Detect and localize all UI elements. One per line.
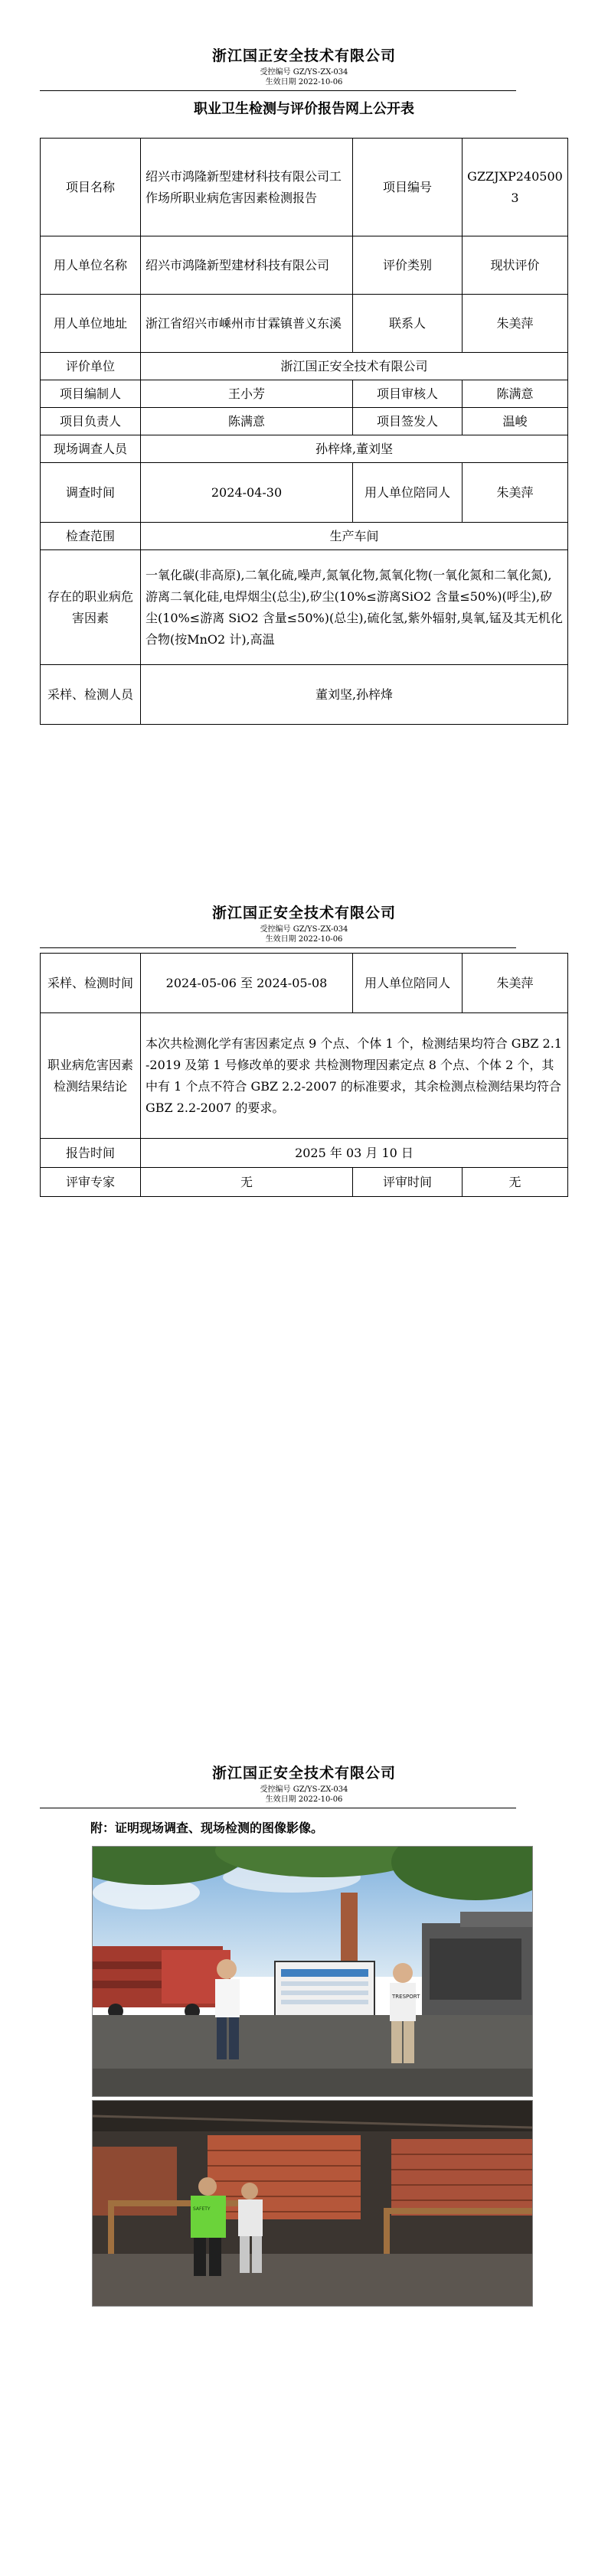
review-time-value: 无	[463, 1168, 568, 1197]
review-time-label: 评审时间	[353, 1168, 463, 1197]
eval-type-value: 现状评价	[463, 236, 568, 295]
photo1-shirt-text: TRESPORT	[392, 1994, 420, 2000]
accompany-label: 用人单位陪同人	[353, 463, 463, 523]
expert-label: 评审专家	[41, 1168, 141, 1197]
reviewer-label: 项目审核人	[353, 380, 463, 408]
effective-date: 生效日期 2022-10-06	[265, 78, 343, 86]
contact-value: 朱美萍	[463, 295, 568, 353]
company-header-p3: 浙江国正安全技术有限公司	[211, 1765, 396, 1782]
attachment-caption: 附：证明现场调查、现场检测的图像影像。	[90, 1821, 324, 1835]
address-label: 用人单位地址	[41, 295, 141, 353]
survey-time-label: 调查时间	[41, 463, 141, 523]
control-number-p3: 受控编号 GZ/YS-ZX-034	[260, 1785, 348, 1794]
compiler-value: 王小芳	[141, 380, 353, 408]
photo2-vest-text: SAFETY	[193, 2206, 211, 2212]
address-value: 浙江省绍兴市嵊州市甘霖镇普义东溪	[141, 295, 353, 353]
conclusion-label: 职业病危害因素检测结果结论	[41, 1013, 141, 1139]
effective-date-p3: 生效日期 2022-10-06	[265, 1795, 343, 1804]
header-rule-p2	[40, 947, 516, 948]
investigators-label: 现场调查人员	[41, 435, 141, 463]
company-header-p2: 浙江国正安全技术有限公司	[211, 905, 396, 921]
report-time-value: 2025 年 03 月 10 日	[141, 1139, 568, 1168]
eval-unit-label: 评价单位	[41, 353, 141, 380]
leader-label: 项目负责人	[41, 408, 141, 435]
employer-label: 用人单位名称	[41, 236, 141, 295]
compiler-label: 项目编制人	[41, 380, 141, 408]
company-header: 浙江国正安全技术有限公司	[211, 47, 396, 64]
sampling-staff-label: 采样、检测人员	[41, 665, 141, 725]
accompany-label-p2: 用人单位陪同人	[353, 954, 463, 1013]
page-title: 职业卫生检测与评价报告网上公开表	[194, 101, 414, 117]
survey-time-value: 2024-04-30	[141, 463, 353, 523]
hazards-value: 一氧化碳(非高原),二氧化硫,噪声,氮氧化物,氮氧化物(一氧化氮和二氧化氮),游离二氧化硅,电焊烟尘(总尘),矽尘(10%≤游离SiO2 含量≤50%)(呼尘),矽尘(10%≤游离 SiO2 含量≤50%)(总尘),硫化氢,紫外辐射,臭氧,锰及其无机化合物(按MnO2 计),高温	[141, 550, 568, 665]
conclusion-value: 本次共检测化学有害因素定点 9 个点、个体 1 个，检测结果均符合 GBZ 2.1-2019 及第 1 号修改单的要求 共检测物理因素定点 8 个点、个体 2 个，其中有 1 个点不符合 GBZ 2.2-2007 的标准要求，其余检测点检测结果均符合 GBZ 2.2-2007 的要求。	[141, 1013, 568, 1139]
project-name-label: 项目名称	[41, 139, 141, 236]
scope-label: 检查范围	[41, 523, 141, 550]
site-testing-photo	[92, 2100, 533, 2307]
header-rule	[40, 90, 516, 91]
accompany-value-p2: 朱美萍	[463, 954, 568, 1013]
leader-value: 陈满意	[141, 408, 353, 435]
project-no-value: GZZJXP2405003	[463, 139, 568, 236]
control-number: 受控编号 GZ/YS-ZX-034	[260, 68, 348, 77]
project-no-label: 项目编号	[353, 139, 463, 236]
reviewer-value: 陈满意	[463, 380, 568, 408]
report-time-label: 报告时间	[41, 1139, 141, 1168]
site-survey-illustration	[93, 1847, 532, 2096]
issuer-label: 项目签发人	[353, 408, 463, 435]
sampling-time-label: 采样、检测时间	[41, 954, 141, 1013]
hazards-label: 存在的职业病危害因素	[41, 550, 141, 665]
sampling-time-value: 2024-05-06 至 2024-05-08	[141, 954, 353, 1013]
report-table-part2	[40, 953, 568, 1197]
site-testing-illustration	[93, 2101, 532, 2306]
project-name-value: 绍兴市鸿隆新型建材科技有限公司工作场所职业病危害因素检测报告	[141, 139, 353, 236]
employer-value: 绍兴市鸿隆新型建材科技有限公司	[141, 236, 353, 295]
report-table-part1	[40, 138, 568, 725]
eval-unit-value: 浙江国正安全技术有限公司	[141, 353, 568, 380]
scope-value: 生产车间	[141, 523, 568, 550]
contact-label: 联系人	[353, 295, 463, 353]
issuer-value: 温峻	[463, 408, 568, 435]
control-number-p2: 受控编号 GZ/YS-ZX-034	[260, 925, 348, 934]
investigators-value: 孙梓烽,董刘坚	[141, 435, 568, 463]
sampling-staff-value: 董刘坚,孙梓烽	[141, 665, 568, 725]
expert-value: 无	[141, 1168, 353, 1197]
accompany-value: 朱美萍	[463, 463, 568, 523]
effective-date-p2: 生效日期 2022-10-06	[265, 935, 343, 944]
eval-type-label: 评价类别	[353, 236, 463, 295]
site-survey-photo	[92, 1846, 533, 2097]
